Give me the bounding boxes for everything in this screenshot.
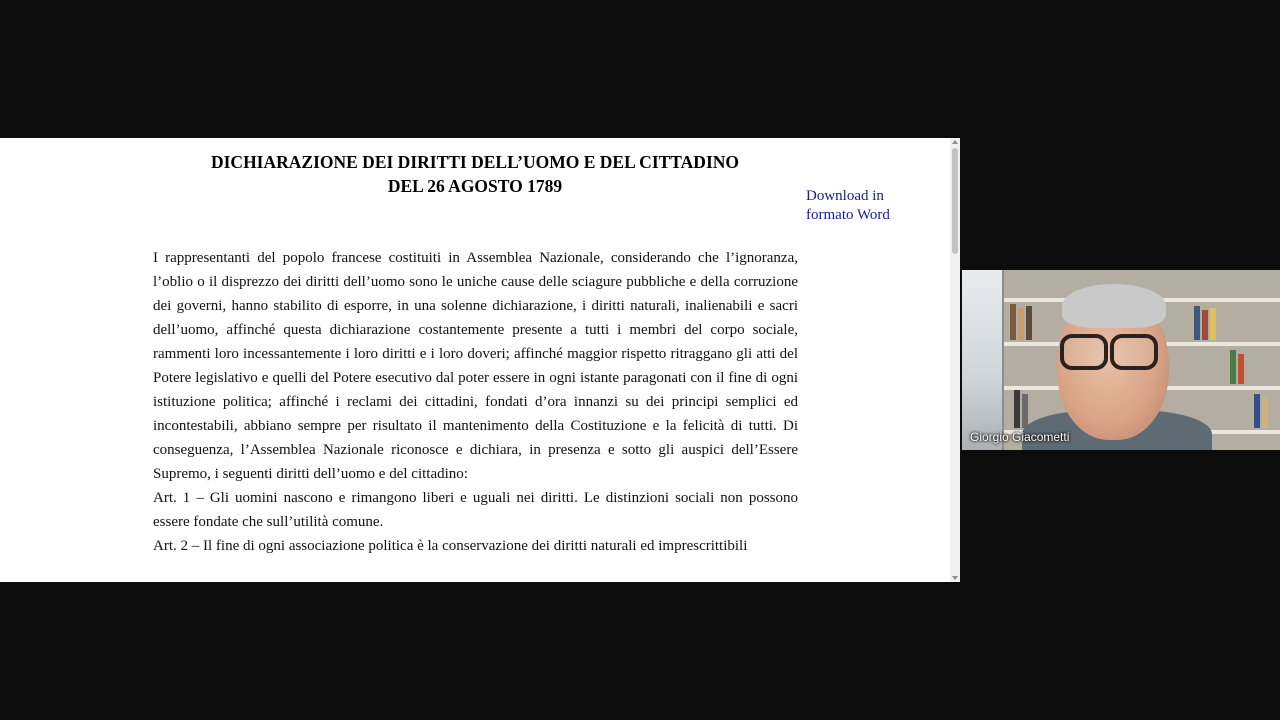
book bbox=[1010, 304, 1016, 340]
scrollbar-thumb[interactable] bbox=[952, 148, 958, 254]
document-title bbox=[150, 150, 800, 198]
glasses-left-lens-icon bbox=[1060, 334, 1108, 370]
scroll-up-arrow-icon[interactable] bbox=[952, 140, 958, 144]
document-body bbox=[153, 246, 798, 558]
document-title-line2: DEL 26 AGOSTO 1789 bbox=[387, 176, 563, 196]
download-link-line1: Download in bbox=[806, 188, 884, 204]
video-window-frame bbox=[962, 270, 1006, 450]
vertical-scrollbar[interactable] bbox=[950, 138, 960, 582]
download-word-link[interactable] bbox=[806, 187, 916, 225]
article-2-paragraph: Art. 2 – Il fine di ogni associazione politica è la conservazione dei diritti naturali ed imprescrittibili bbox=[153, 538, 748, 554]
book bbox=[1022, 394, 1028, 428]
document-viewport[interactable] bbox=[0, 138, 950, 582]
book bbox=[1230, 350, 1236, 384]
book bbox=[1026, 306, 1032, 340]
book bbox=[1014, 390, 1020, 428]
book bbox=[1238, 354, 1244, 384]
document-title-line1: DICHIARAZIONE DEI DIRITTI DELL’UOMO E DEL CITTADINO bbox=[210, 152, 740, 172]
book bbox=[1262, 398, 1268, 428]
preamble-paragraph: I rappresentanti del popolo francese costituiti in Assemblea Nazionale, considerando che l’ignoranza, l’oblio o il disprezzo dei diritti dell’uomo sono le uniche cause delle sciagure pubbliche e della corruzione dei governi, hanno stabilito di esporre, in una solenne dichiarazione, i diritti naturali, inalienabili e sacri dell’uomo, affinché questa dichiarazione costantemente presente a tutti i membri del corpo sociale, rammenti loro incessantemente i loro diritti e i loro doveri; affinché maggior rispetto ritraggano gli atti del Potere legislativo e quelli del Potere esecutivo dal poter essere in ogni istante paragonati con il fine di ogni istituzione politica; affinché i reclami dei cittadini, fondati d’ora innanzi su dei principi semplici ed incontestabili, abbiano sempre per risultato il mantenimento della Costituzione e la felicità di tutti. Di conseguenza, l’Assemblea Nazionale riconosce e dichiara, in presenza e sotto gli auspici dell’Essere Supremo, i seguenti diritti dell’uomo e del cittadino: bbox=[153, 250, 798, 482]
book bbox=[1194, 306, 1200, 340]
book bbox=[1018, 308, 1024, 340]
book bbox=[1210, 308, 1216, 340]
article-1-paragraph: Art. 1 – Gli uomini nascono e rimangono liberi e uguali nei diritti. Le distinzioni sociali non possono essere fondate che sull’utilità comune. bbox=[153, 490, 798, 530]
download-link-line2: formato Word bbox=[806, 207, 890, 223]
participant-video-tile[interactable] bbox=[962, 270, 1280, 450]
book bbox=[1254, 394, 1260, 428]
scroll-down-arrow-icon[interactable] bbox=[952, 576, 958, 580]
glasses-right-lens-icon bbox=[1110, 334, 1158, 370]
participant-hair bbox=[1062, 284, 1166, 328]
book bbox=[1202, 310, 1208, 340]
participant-name-label: Giorgio Giacometti bbox=[970, 430, 1070, 444]
shared-screen bbox=[0, 138, 960, 582]
